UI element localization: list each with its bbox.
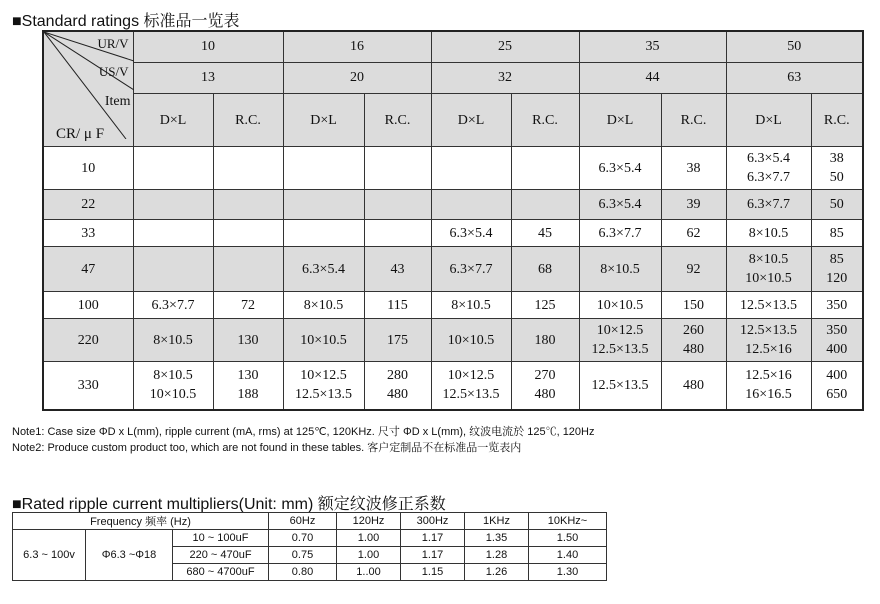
- ripple-current-cell: 45: [511, 220, 579, 247]
- rated-voltage-header: 50: [726, 31, 863, 62]
- rc-header: R.C.: [213, 94, 283, 147]
- case-size-cell: [283, 220, 364, 247]
- case-size-cell: 6.3×7.7: [726, 190, 811, 220]
- case-size-cell: 8×10.5: [133, 319, 213, 362]
- corner-header: [43, 31, 133, 147]
- case-size-cell: 12.5×16 16×16.5: [726, 362, 811, 410]
- ripple-current-cell: 480: [661, 362, 726, 410]
- ripple-multipliers-title: ■Rated ripple current multipliers(Unit: mm) 额定纹波修正系数: [12, 496, 446, 513]
- frequency-header: Frequency 频率 (Hz): [13, 513, 269, 530]
- ripple-current-cell: 280 480: [364, 362, 431, 410]
- ripple-current-cell: 38: [661, 147, 726, 190]
- rated-voltage-header: 16: [283, 31, 431, 62]
- ripple-current-cell: [213, 247, 283, 292]
- case-size-cell: 8×10.5: [431, 292, 511, 319]
- ripple-current-cell: 38 50: [811, 147, 863, 190]
- dxl-header: D×L: [726, 94, 811, 147]
- surge-voltage-header: 44: [579, 62, 726, 93]
- frequency-column-header: 120Hz: [337, 513, 401, 530]
- surge-voltage-header: 13: [133, 62, 283, 93]
- ripple-current-cell: 72: [213, 292, 283, 319]
- table-row: [13, 530, 607, 547]
- ripple-current-cell: 115: [364, 292, 431, 319]
- multiplier-cell: 0.70: [269, 530, 337, 547]
- frequency-column-header: 60Hz: [269, 513, 337, 530]
- case-size-cell: [133, 220, 213, 247]
- ripple-current-cell: 43: [364, 247, 431, 292]
- standard-ratings-table: [42, 30, 864, 411]
- ripple-current-cell: [364, 220, 431, 247]
- note-1: Note1: Case size ΦD x L(mm), ripple current (mA, rms) at 125℃, 120KHz. 尺寸 ΦD x L(mm), 纹波电流於 125℃, 120Hz: [12, 426, 595, 438]
- capacitance-cell: 220: [43, 319, 133, 362]
- ripple-current-cell: 68: [511, 247, 579, 292]
- ripple-current-cell: 125: [511, 292, 579, 319]
- surge-voltage-header: 32: [431, 62, 579, 93]
- case-size-cell: 6.3×5.4: [283, 247, 364, 292]
- capacitance-range-cell: 220 ~ 470uF: [173, 547, 269, 564]
- case-size-cell: [133, 147, 213, 190]
- case-size-cell: 6.3×7.7: [431, 247, 511, 292]
- standard-ratings-title: ■Standard ratings 标准品一览表: [12, 13, 240, 30]
- size-range-cell: Φ6.3 ~Φ18: [86, 530, 173, 581]
- table-row: [43, 190, 863, 220]
- ur-label: UR/V: [97, 36, 129, 51]
- case-size-cell: 10×12.5 12.5×13.5: [431, 362, 511, 410]
- surge-voltage-header: 63: [726, 62, 863, 93]
- dxl-header: D×L: [431, 94, 511, 147]
- case-size-cell: 12.5×13.5: [579, 362, 661, 410]
- rated-voltage-header: 25: [431, 31, 579, 62]
- case-size-cell: 10×10.5: [431, 319, 511, 362]
- ripple-current-cell: 350: [811, 292, 863, 319]
- case-size-cell: 6.3×7.7: [133, 292, 213, 319]
- multiplier-cell: 1.30: [529, 564, 607, 581]
- ripple-current-cell: [213, 190, 283, 220]
- multiplier-cell: 1.28: [465, 547, 529, 564]
- rc-header: R.C.: [511, 94, 579, 147]
- frequency-column-header: 10KHz~: [529, 513, 607, 530]
- ripple-current-cell: 350 400: [811, 319, 863, 362]
- frequency-column-header: 300Hz: [401, 513, 465, 530]
- multiplier-cell: 1.50: [529, 530, 607, 547]
- case-size-cell: 10×10.5: [283, 319, 364, 362]
- rated-voltage-header: 10: [133, 31, 283, 62]
- case-size-cell: [431, 190, 511, 220]
- dxl-header: D×L: [579, 94, 661, 147]
- case-size-cell: 6.3×5.4: [579, 190, 661, 220]
- case-size-cell: 12.5×13.5: [726, 292, 811, 319]
- multiplier-cell: 1.15: [401, 564, 465, 581]
- ripple-current-cell: [511, 190, 579, 220]
- rc-header: R.C.: [661, 94, 726, 147]
- ripple-current-cell: 92: [661, 247, 726, 292]
- case-size-cell: 8×10.5 10×10.5: [726, 247, 811, 292]
- ripple-current-cell: 50: [811, 190, 863, 220]
- multiplier-cell: 0.75: [269, 547, 337, 564]
- multiplier-cell: 1..00: [337, 564, 401, 581]
- multiplier-cell: 1.00: [337, 547, 401, 564]
- case-size-cell: 6.3×7.7: [579, 220, 661, 247]
- table-row: [43, 319, 863, 362]
- multiplier-cell: 1.17: [401, 547, 465, 564]
- case-size-cell: 8×10.5: [726, 220, 811, 247]
- capacitance-cell: 10: [43, 147, 133, 190]
- ripple-current-cell: 62: [661, 220, 726, 247]
- ripple-current-cell: 150: [661, 292, 726, 319]
- surge-voltage-header: 20: [283, 62, 431, 93]
- case-size-cell: 12.5×13.5 12.5×16: [726, 319, 811, 362]
- case-size-cell: [431, 147, 511, 190]
- case-size-cell: [133, 247, 213, 292]
- rc-header: R.C.: [811, 94, 863, 147]
- multiplier-cell: 1.26: [465, 564, 529, 581]
- multiplier-cell: 1.17: [401, 530, 465, 547]
- capacitance-cell: 47: [43, 247, 133, 292]
- table-row: [43, 292, 863, 319]
- multiplier-cell: 1.40: [529, 547, 607, 564]
- ripple-current-cell: [364, 147, 431, 190]
- ripple-current-cell: 270 480: [511, 362, 579, 410]
- case-size-cell: [133, 190, 213, 220]
- ripple-current-cell: [511, 147, 579, 190]
- ripple-current-cell: 175: [364, 319, 431, 362]
- voltage-range-cell: 6.3 ~ 100v: [13, 530, 86, 581]
- case-size-cell: 8×10.5 10×10.5: [133, 362, 213, 410]
- case-size-cell: 10×12.5 12.5×13.5: [579, 319, 661, 362]
- cr-label: CR/ μ F: [56, 126, 105, 142]
- table-row: [43, 362, 863, 410]
- case-size-cell: [283, 147, 364, 190]
- notes: [12, 424, 595, 456]
- note-2: Note2: Produce custom product too, which are not found in these tables. 客户定制品不在标准品一览表内: [12, 442, 522, 454]
- rated-voltage-header: 35: [579, 31, 726, 62]
- ripple-current-cell: [213, 147, 283, 190]
- case-size-cell: 6.3×5.4 6.3×7.7: [726, 147, 811, 190]
- case-size-cell: 10×12.5 12.5×13.5: [283, 362, 364, 410]
- case-size-cell: [283, 190, 364, 220]
- capacitance-cell: 22: [43, 190, 133, 220]
- ripple-current-cell: 400 650: [811, 362, 863, 410]
- frequency-column-header: 1KHz: [465, 513, 529, 530]
- capacitance-range-cell: 10 ~ 100uF: [173, 530, 269, 547]
- us-label: US/V: [98, 64, 129, 79]
- table-row: [43, 147, 863, 190]
- case-size-cell: 8×10.5: [579, 247, 661, 292]
- multiplier-cell: 0.80: [269, 564, 337, 581]
- dxl-header: D×L: [133, 94, 213, 147]
- multiplier-cell: 1.00: [337, 530, 401, 547]
- rc-header: R.C.: [364, 94, 431, 147]
- ripple-current-cell: 85 120: [811, 247, 863, 292]
- case-size-cell: 6.3×5.4: [579, 147, 661, 190]
- item-label: Item: [104, 94, 131, 109]
- ripple-current-cell: 180: [511, 319, 579, 362]
- ripple-multipliers-table: [12, 512, 607, 581]
- ripple-current-cell: [364, 190, 431, 220]
- multiplier-cell: 1.35: [465, 530, 529, 547]
- table-row: [43, 247, 863, 292]
- ripple-current-cell: [213, 220, 283, 247]
- case-size-cell: 10×10.5: [579, 292, 661, 319]
- capacitance-cell: 330: [43, 362, 133, 410]
- dxl-header: D×L: [283, 94, 364, 147]
- case-size-cell: 6.3×5.4: [431, 220, 511, 247]
- table-row: [43, 220, 863, 247]
- case-size-cell: 8×10.5: [283, 292, 364, 319]
- ripple-current-cell: 130 188: [213, 362, 283, 410]
- ripple-current-cell: 39: [661, 190, 726, 220]
- ripple-current-cell: 260 480: [661, 319, 726, 362]
- ripple-current-cell: 130: [213, 319, 283, 362]
- capacitance-cell: 33: [43, 220, 133, 247]
- capacitance-cell: 100: [43, 292, 133, 319]
- capacitance-range-cell: 680 ~ 4700uF: [173, 564, 269, 581]
- ripple-current-cell: 85: [811, 220, 863, 247]
